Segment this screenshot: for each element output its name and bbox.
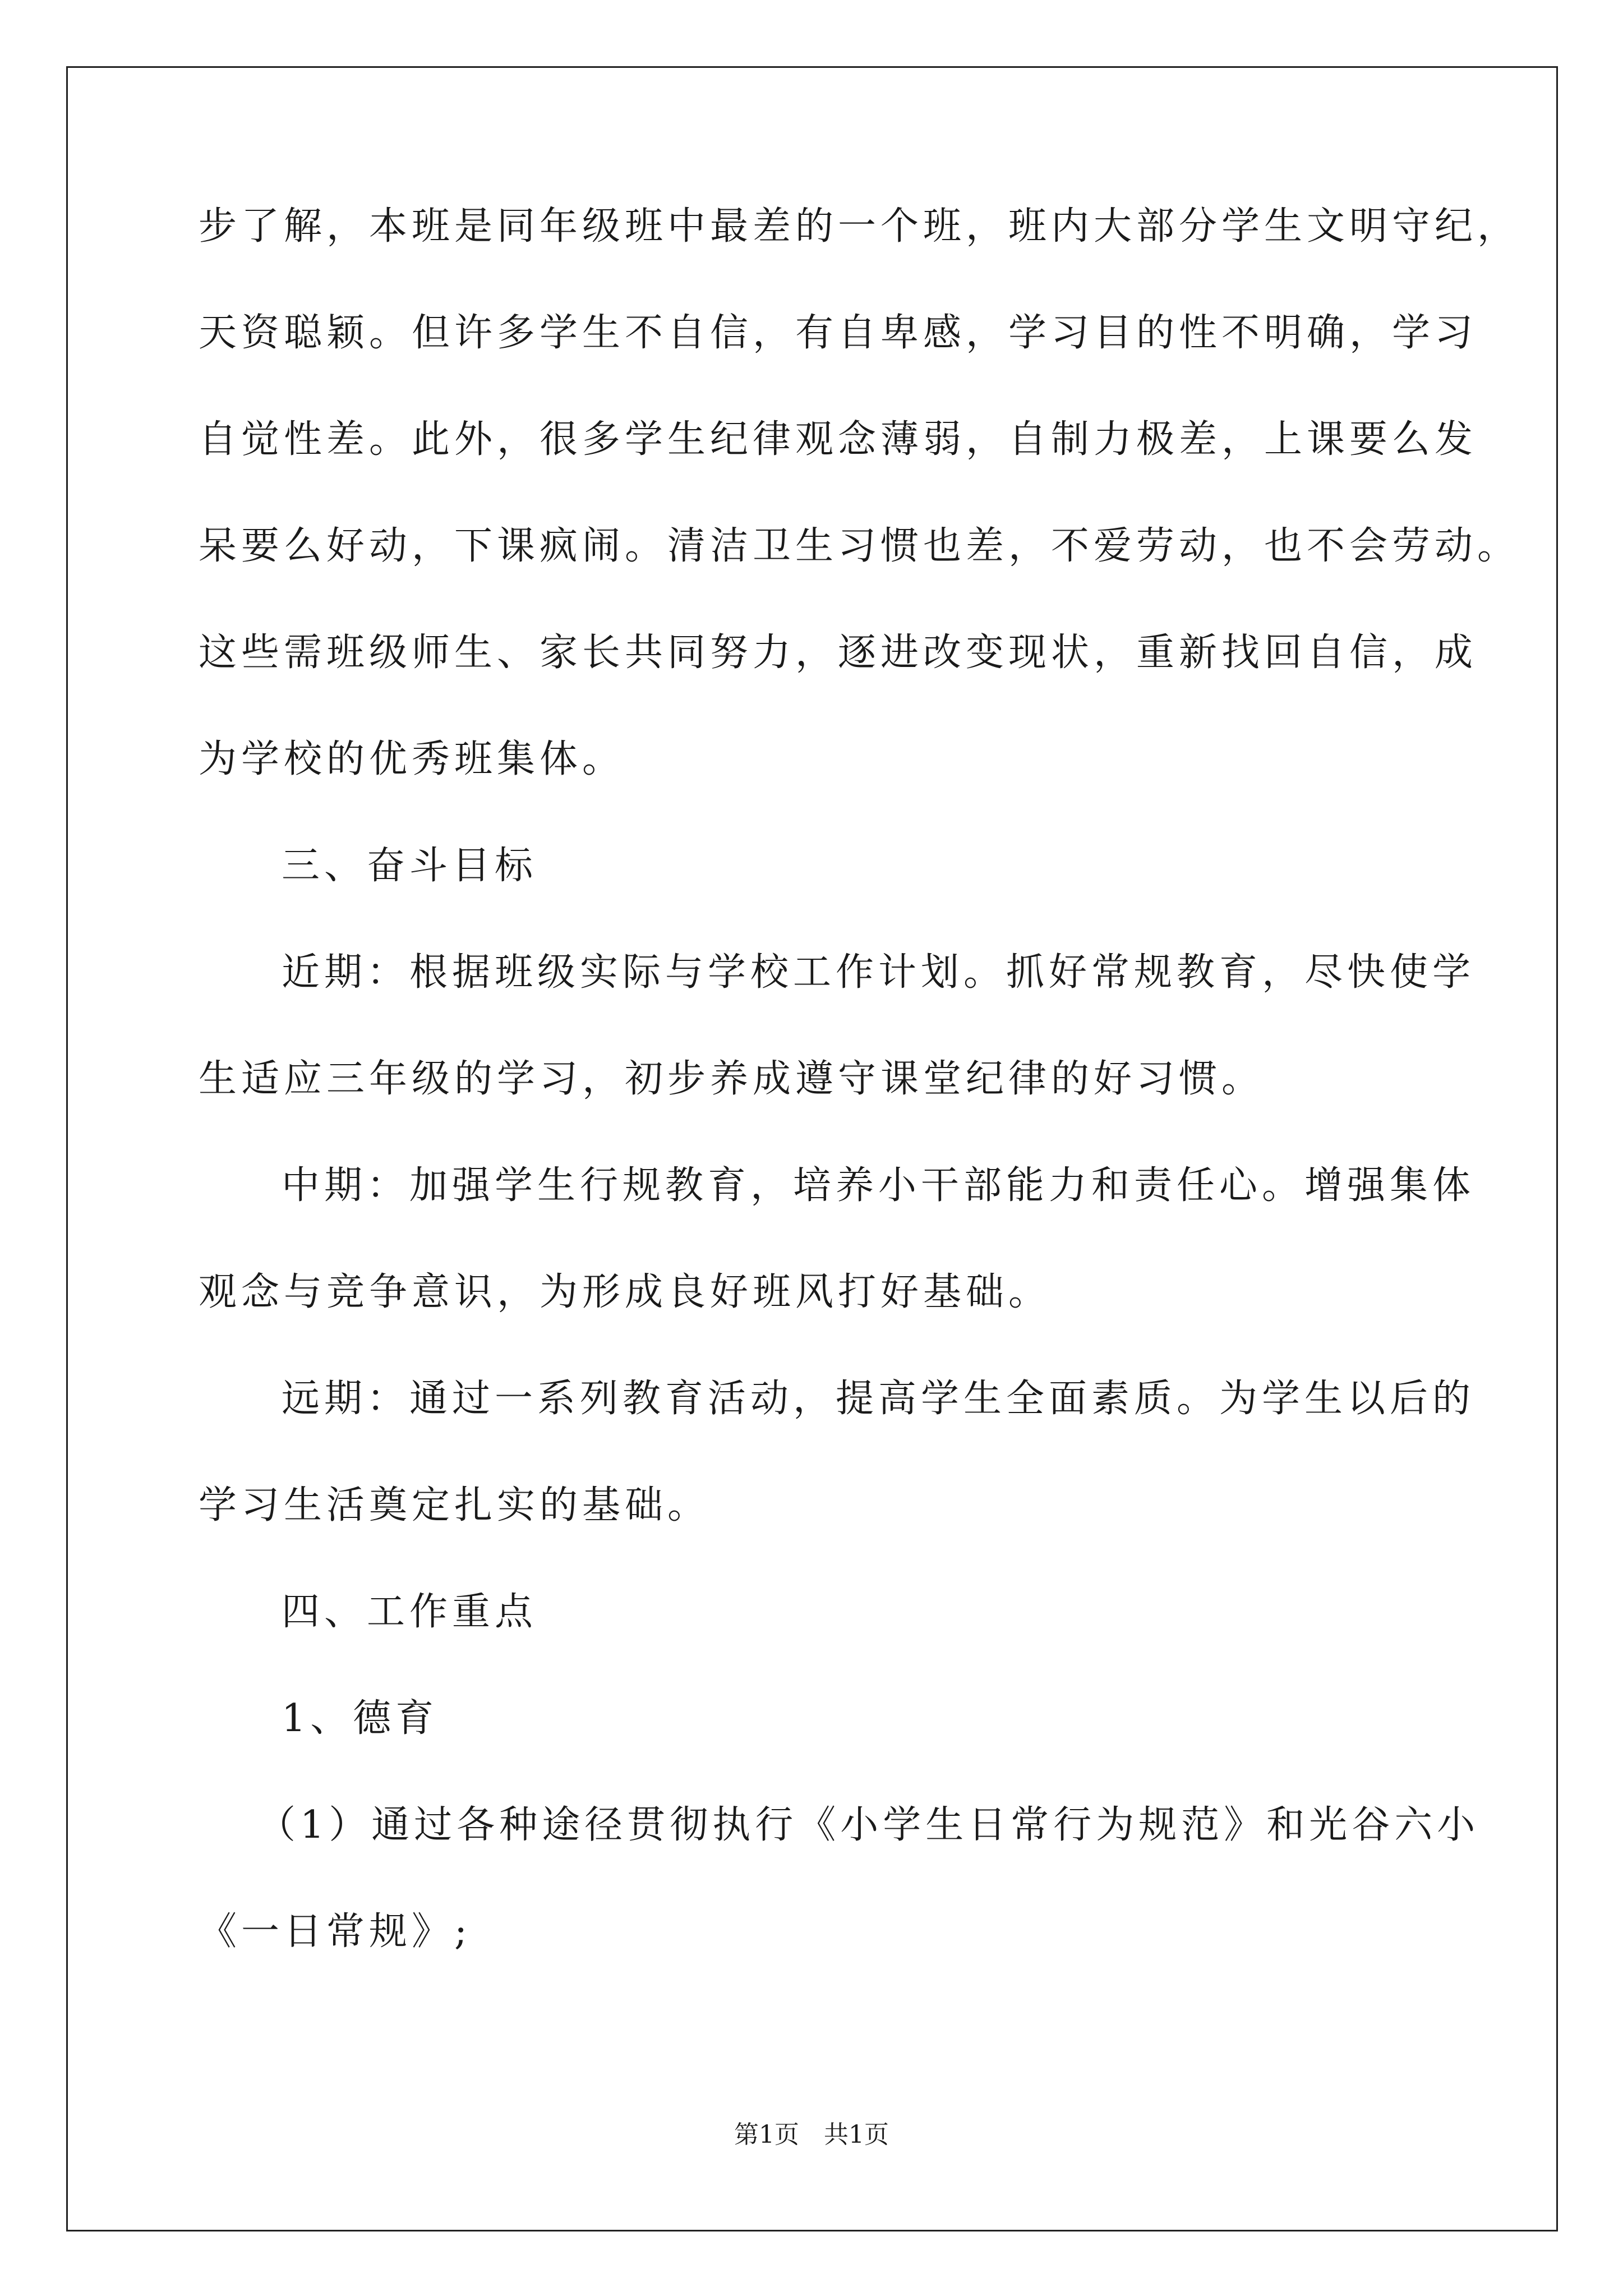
- document-body: [199, 204, 1520, 2019]
- text-line: 天资聪颖。但许多学生不自信，有自卑感，学习目的性不明确，学习: [199, 311, 1478, 355]
- text-line: 这些需班级师生、家长共同努力，逐进改变现状，重新找回自信，成: [199, 631, 1478, 675]
- text-line: 远期：通过一系列教育活动，提高学生全面素质。为学生以后的: [282, 1377, 1476, 1421]
- text-line: 近期：根据班级实际与学校工作计划。抓好常规教育，尽快使学: [282, 950, 1476, 995]
- subsection-heading: 1、德育: [282, 1696, 439, 1741]
- text-line: 学习生活奠定扎实的基础。: [199, 1483, 711, 1527]
- section-heading: 三、奋斗目标: [282, 844, 538, 888]
- text-line: 步了解，本班是同年级班中最差的一个班，班内大部分学生文明守纪，: [199, 204, 1520, 249]
- text-line: 生适应三年级的学习，初步养成遵守课堂纪律的好习惯。: [199, 1057, 1265, 1101]
- text-line: 《一日常规》;: [199, 1910, 472, 1954]
- text-line: 自觉性差。此外，很多学生纪律观念薄弱，自制力极差，上课要么发: [199, 417, 1478, 462]
- page-number-footer: 第1页 共1页: [734, 2120, 889, 2149]
- section-heading: 四、工作重点: [282, 1590, 538, 1634]
- text-line: 为学校的优秀班集体。: [199, 737, 625, 781]
- text-line: （1）通过各种途径贯彻执行《小学生日常行为规范》和光谷六小: [257, 1803, 1480, 1847]
- text-line: 观念与竞争意识，为形成良好班风打好基础。: [199, 1270, 1052, 1314]
- text-line: 呆要么好动，下课疯闹。清洁卫生习惯也差，不爱劳动，也不会劳动。: [199, 524, 1520, 568]
- text-line: 中期：加强学生行规教育，培养小干部能力和责任心。增强集体: [282, 1163, 1476, 1208]
